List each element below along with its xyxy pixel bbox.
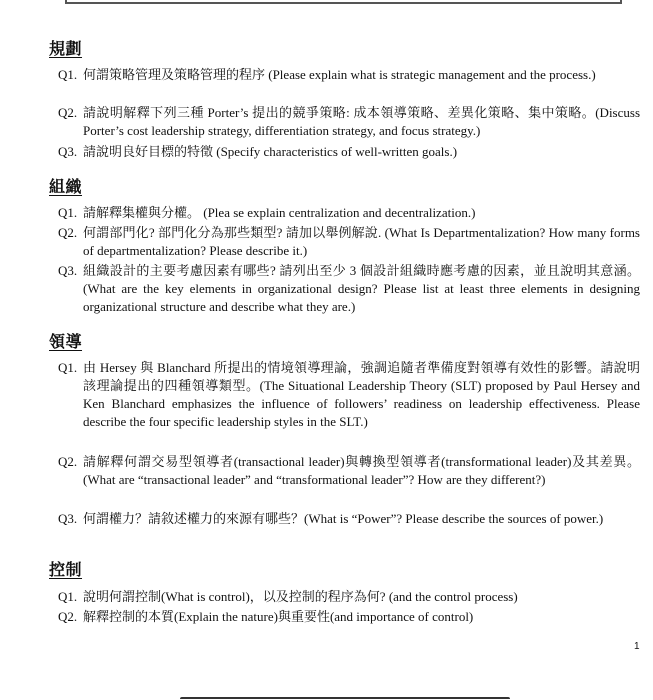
question-number: Q3. (58, 144, 78, 159)
top-frame-border (65, 0, 622, 4)
leading-question-3 (58, 510, 640, 528)
organizing-question-3 (58, 262, 640, 316)
question-number: Q3. (58, 263, 78, 278)
planning-question-3 (58, 143, 640, 161)
question-number: Q2. (58, 454, 78, 469)
question-text: 何謂策略管理及策略管理的程序 (Please explain what is strategic management and the process.) (83, 67, 596, 82)
question-number: Q2. (58, 225, 78, 240)
question-text: 說明何謂控制(What is control)，以及控制的程序為何? (and the control process) (83, 589, 518, 604)
question-number: Q1. (58, 205, 78, 220)
leading-question-2 (58, 453, 640, 489)
bottom-frame-border (180, 697, 510, 699)
section-heading-organizing: 組織 (49, 179, 83, 196)
question-text: 組織設計的主要考慮因素有哪些? 請列出至少 3 個設計組織時應考慮的因素，並且說明其意涵。(What are the key elements in organizational design? Please list at least three elements in designing organizational structure and describe what they are.) (83, 263, 640, 314)
question-number: Q2. (58, 105, 78, 120)
question-number: Q3. (58, 511, 78, 526)
question-text: 何謂權力？請敘述權力的來源有哪些？(What is “Power”? Please describe the sources of power.) (83, 511, 604, 526)
planning-question-1 (58, 66, 640, 84)
question-number: Q2. (58, 609, 78, 624)
leading-question-1 (58, 359, 640, 431)
question-text: 請解釋集權與分權。 (Plea se explain centralization and decentralization.) (83, 205, 476, 220)
section-heading-leading: 領導 (49, 334, 83, 351)
page-number: 1 (634, 641, 640, 652)
question-text: 由 Hersey 與 Blanchard 所提出的情境領導理論，強調追隨者準備度對領導有效性的影響。請說明該理論提出的四種領導類型。(The Situational Leadership Theory (SLT) proposed by Paul Hersey and Ken Blanchard emphasizes the influence of followers’ readiness on leadership effectiveness. Please describe the four specific leadership styles in the SLT.) (83, 360, 640, 429)
organizing-question-2 (58, 224, 640, 260)
question-text: 請說明良好目標的特徵 (Specify characteristics of well-written goals.) (83, 144, 458, 159)
section-heading-controlling: 控制 (49, 562, 83, 579)
controlling-question-1 (58, 588, 640, 606)
question-text: 解釋控制的本質(Explain the nature)與重要性(and importance of control) (83, 609, 474, 624)
question-number: Q1. (58, 360, 78, 375)
question-number: Q1. (58, 589, 78, 604)
planning-question-2 (58, 104, 640, 140)
question-text: 請說明解釋下列三種 Porter’s 提出的競爭策略: 成本領導策略、差異化策略、集中策略。(Discuss Porter’s cost leadership strategy, differentiation strategy, and focus strategy.) (83, 105, 640, 138)
section-heading-planning: 規劃 (49, 41, 83, 58)
question-number: Q1. (58, 67, 78, 82)
controlling-question-2 (58, 608, 640, 626)
organizing-question-1 (58, 204, 640, 222)
question-text: 請解釋何謂交易型領導者(transactional leader)與轉換型領導者(transformational leader)及其差異。(What are “transactional leader” and “transformational leader”? How are they different?) (83, 454, 640, 487)
question-text: 何謂部門化? 部門化分為那些類型? 請加以舉例解說. (What Is Departmentalization? How many forms of departmentalization? Please describe it.) (83, 225, 640, 258)
